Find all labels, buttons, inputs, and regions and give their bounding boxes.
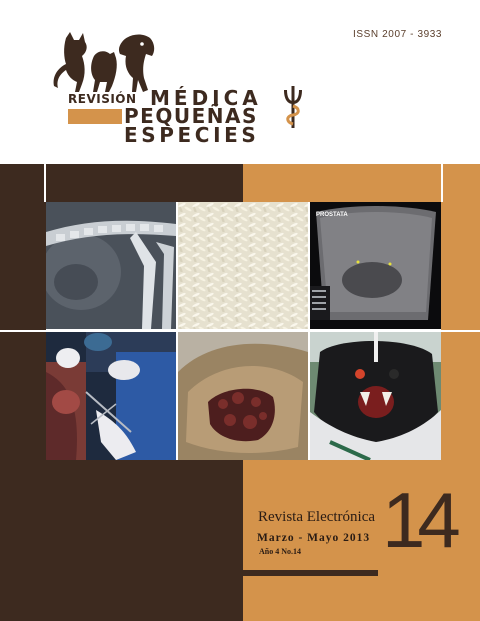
logo-accent-bar — [68, 109, 122, 124]
top-stripe-orange — [243, 164, 480, 202]
side-divider — [441, 330, 480, 332]
issue-volume: Año 4 No.14 — [259, 547, 302, 556]
issn: ISSN 2007 - 3933 — [353, 29, 443, 40]
logo-especies: ESPECIES — [124, 123, 260, 147]
side-divider — [0, 330, 46, 332]
ultrasound-label: PROSTATA — [316, 212, 348, 218]
logo-pequenas: PEQUEÑAS — [124, 104, 258, 128]
photo-rice-grains — [178, 202, 308, 329]
logo-revision: REVISIÓN — [68, 92, 137, 106]
photo-surgery — [46, 332, 176, 460]
photo-tissue-specimen — [178, 332, 308, 460]
stripe-divider — [44, 164, 46, 202]
stripe-divider — [441, 164, 443, 202]
journal-title: Revista Electrónica — [258, 509, 376, 525]
issue-number: 14 — [382, 476, 453, 564]
caduceus-icon — [280, 84, 306, 130]
photo-dog-xray — [46, 202, 176, 329]
photo-grid — [46, 202, 441, 460]
logo-medica: MÉDICA — [150, 86, 262, 110]
issue-date: Marzo - Mayo 2013 — [257, 532, 371, 544]
bottom-panel-dark — [0, 460, 243, 621]
top-stripe-dark — [0, 164, 243, 202]
accent-underline — [215, 570, 378, 576]
photo-ultrasound-scan — [310, 202, 441, 329]
photo-dog-patient — [310, 332, 441, 460]
animals-logo-icon — [52, 30, 156, 94]
